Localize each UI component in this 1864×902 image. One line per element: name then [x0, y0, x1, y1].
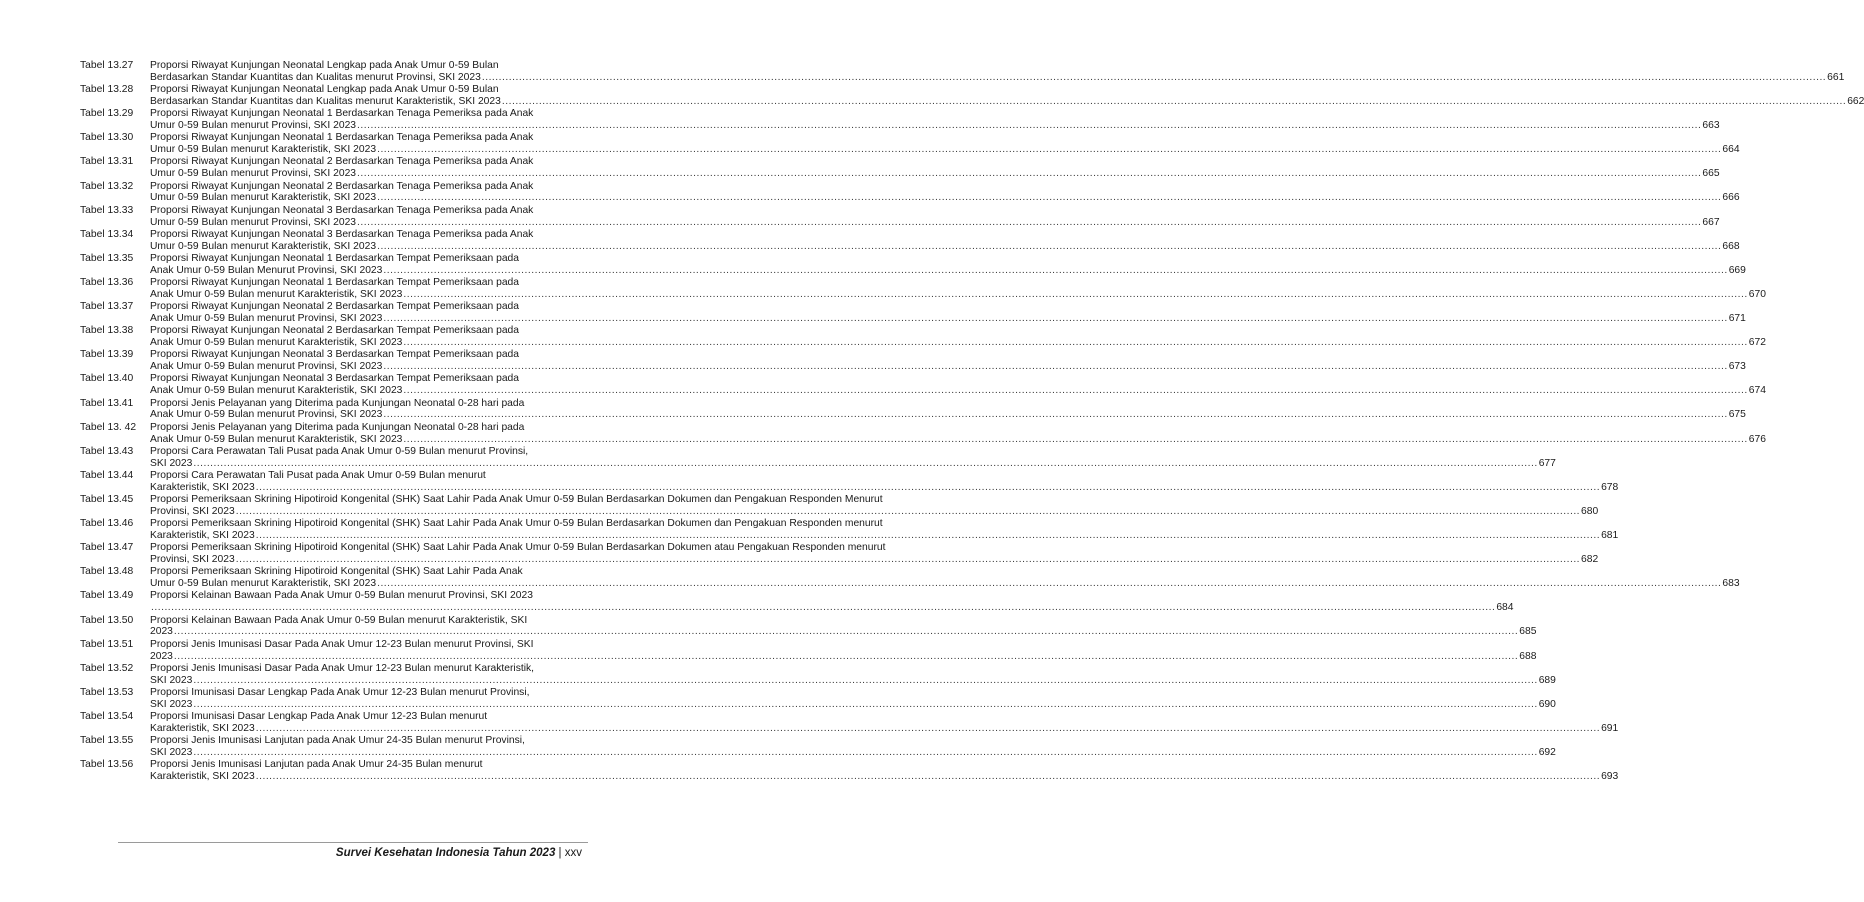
table-title: Proporsi Jenis Imunisasi Lanjutan pada Anak Umur 24-35 Bulan menurut — [150, 759, 483, 771]
toc-entry[interactable] — [80, 542, 1599, 566]
table-title: Proporsi Jenis Imunisasi Dasar Pada Anak Umur 12-23 Bulan menurut Karakteristik, — [150, 662, 535, 674]
table-title: Proporsi Pemeriksaan Skrining Hipotiroid Kongenital (SHK) Saat Lahir Pada Anak Umur 0-59 Bulan Berdasarkan Dokumen atau Pengakuan Responden menurut — [150, 542, 886, 554]
page-number: 683 — [1722, 578, 1740, 590]
table-title-continuation: Anak Umur 0-59 Bulan menurut Karakteristik, SKI 2023 — [150, 385, 403, 397]
toc-entry[interactable] — [80, 60, 1845, 84]
page-number: 664 — [1722, 144, 1740, 156]
table-title-continuation: Provinsi, SKI 2023 — [150, 554, 235, 566]
toc-entry[interactable] — [80, 373, 1766, 397]
page-number: 682 — [1581, 554, 1599, 566]
toc-entry[interactable] — [80, 325, 1766, 349]
table-title-continuation: 2023 — [150, 650, 173, 662]
toc-entry[interactable] — [80, 204, 1720, 229]
table-title-continuation: Berdasarkan Standar Kuantitas dan Kualitas menurut Karakteristik, SKI 2023 — [150, 96, 501, 108]
dot-leader: ................................................................................................................................................................................................................................................................................................................................................................................................................ — [377, 578, 1722, 590]
table-number: Tabel 13.53 — [80, 686, 134, 698]
toc-entry[interactable] — [80, 276, 1766, 301]
table-number: Tabel 13.41 — [80, 397, 134, 409]
table-title-continuation: Anak Umur 0-59 Bulan Menurut Provinsi, SKI 2023 — [150, 264, 383, 276]
table-number: Tabel 13.31 — [80, 156, 134, 168]
dot-leader: ................................................................................................................................................................................................................................................................................................................................................................................................................ — [377, 240, 1722, 252]
table-title: Proporsi Jenis Imunisasi Lanjutan pada Anak Umur 24-35 Bulan menurut Provinsi, — [150, 735, 525, 747]
toc-entry[interactable] — [80, 469, 1619, 494]
dot-leader: ................................................................................................................................................................................................................................................................................................................................................................................................................ — [383, 409, 1728, 421]
dot-leader: ................................................................................................................................................................................................................................................................................................................................................................................................................ — [255, 771, 1601, 783]
toc-entry[interactable] — [80, 252, 1746, 277]
table-title: Proporsi Pemeriksaan Skrining Hipotiroid Kongenital (SHK) Saat Lahir Pada Anak Umur 0-59 Bulan Berdasarkan Dokumen dan Pengakuan Responden menurut — [150, 518, 883, 530]
table-title: Proporsi Riwayat Kunjungan Neonatal 3 Berdasarkan Tenaga Pemeriksa pada Anak — [150, 204, 534, 216]
toc-entry[interactable] — [80, 349, 1746, 373]
footer-divider — [118, 842, 588, 843]
toc-entry[interactable] — [80, 590, 1514, 614]
page-number: 680 — [1581, 505, 1599, 517]
toc-entry[interactable] — [80, 156, 1720, 180]
dot-leader: ................................................................................................................................................................................................................................................................................................................................................................................................................ — [403, 337, 1748, 349]
dot-leader: ................................................................................................................................................................................................................................................................................................................................................................................................................ — [403, 385, 1748, 397]
page-number: 688 — [1519, 650, 1537, 662]
table-title: Proporsi Riwayat Kunjungan Neonatal 2 Berdasarkan Tenaga Pemeriksa pada Anak — [150, 180, 534, 192]
dot-leader: ................................................................................................................................................................................................................................................................................................................................................................................................................ — [357, 120, 1702, 132]
table-number: Tabel 13.44 — [80, 469, 134, 481]
table-title-continuation: Anak Umur 0-59 Bulan menurut Provinsi, SKI 2023 — [150, 313, 383, 324]
table-number: Tabel 13.51 — [80, 638, 134, 650]
footer-separator: | — [555, 847, 565, 859]
table-title: Proporsi Riwayat Kunjungan Neonatal 1 Berdasarkan Tenaga Pemeriksa pada Anak — [150, 132, 534, 144]
dot-leader: ................................................................................................................................................................................................................................................................................................................................................................................................................ — [193, 457, 1538, 469]
table-number: Tabel 13.55 — [80, 735, 134, 747]
page-number: 675 — [1728, 409, 1746, 421]
table-number: Tabel 13.37 — [80, 301, 134, 313]
table-title-continuation: Karakteristik, SKI 2023 — [150, 481, 255, 493]
table-title-continuation: Anak Umur 0-59 Bulan menurut Karakteristik, SKI 2023 — [150, 288, 403, 300]
table-title: Proporsi Imunisasi Dasar Lengkap Pada Anak Umur 12-23 Bulan menurut Provinsi, — [150, 686, 530, 698]
table-title-continuation: 2023 — [150, 626, 173, 638]
dot-leader: ................................................................................................................................................................................................................................................................................................................................................................................................................ — [383, 361, 1728, 373]
page-number: 674 — [1748, 385, 1766, 397]
table-number: Tabel 13.32 — [80, 180, 134, 192]
page-number: 689 — [1538, 674, 1556, 686]
page-number: 663 — [1702, 120, 1720, 132]
dot-leader: ................................................................................................................................................................................................................................................................................................................................................................................................................ — [235, 554, 1581, 566]
page-number: 678 — [1601, 481, 1619, 493]
table-number: Tabel 13.39 — [80, 349, 134, 361]
toc-entry[interactable] — [80, 759, 1619, 783]
table-title-continuation: Karakteristik, SKI 2023 — [150, 771, 255, 783]
table-title-continuation: Umur 0-59 Bulan menurut Provinsi, SKI 2023 — [150, 120, 357, 132]
footer-page-number: xxv — [564, 847, 582, 859]
table-number: Tabel 13.27 — [80, 60, 134, 71]
dot-leader: ................................................................................................................................................................................................................................................................................................................................................................................................................ — [193, 698, 1538, 710]
table-title-continuation: Umur 0-59 Bulan menurut Provinsi, SKI 2023 — [150, 168, 357, 180]
toc-entry[interactable] — [80, 710, 1619, 735]
table-title: Proporsi Jenis Pelayanan yang Diterima pada Kunjungan Neonatal 0-28 hari pada — [150, 397, 525, 409]
table-title: Proporsi Riwayat Kunjungan Neonatal 3 Berdasarkan Tempat Pemeriksaan pada — [150, 373, 519, 385]
table-title-continuation: SKI 2023 — [150, 457, 193, 469]
page-number: 662 — [1847, 96, 1864, 108]
table-number: Tabel 13.34 — [80, 228, 134, 240]
toc-entry[interactable] — [80, 180, 1740, 205]
toc-entry[interactable] — [80, 614, 1537, 639]
table-number: Tabel 13.28 — [80, 84, 134, 96]
dot-leader: ................................................................................................................................................................................................................................................................................................................................................................................................................ — [193, 746, 1538, 758]
dot-leader: ................................................................................................................................................................................................................................................................................................................................................................................................................ — [383, 264, 1728, 276]
toc-entry[interactable] — [80, 566, 1740, 590]
table-number: Tabel 13.54 — [80, 710, 134, 722]
page-number: 692 — [1538, 746, 1556, 758]
table-title: Proporsi Pemeriksaan Skrining Hipotiroid Kongenital (SHK) Saat Lahir Pada Anak — [150, 566, 523, 578]
page-number: 672 — [1748, 337, 1766, 349]
page-footer — [336, 847, 582, 859]
page-number: 667 — [1702, 216, 1720, 228]
table-number: Tabel 13.46 — [80, 518, 134, 530]
table-number: Tabel 13.36 — [80, 276, 134, 288]
table-title-continuation: Umur 0-59 Bulan menurut Karakteristik, SKI 2023 — [150, 240, 377, 252]
toc-entry[interactable] — [80, 228, 1740, 253]
toc-entry[interactable] — [80, 397, 1746, 422]
page-number: 665 — [1702, 168, 1720, 180]
table-title-continuation: Anak Umur 0-59 Bulan menurut Karakteristik, SKI 2023 — [150, 433, 403, 445]
table-title: Proporsi Riwayat Kunjungan Neonatal Lengkap pada Anak Umur 0-59 Bulan — [150, 60, 499, 71]
toc-entry[interactable] — [80, 445, 1556, 470]
table-title: Proporsi Riwayat Kunjungan Neonatal 1 Berdasarkan Tempat Pemeriksaan pada — [150, 252, 519, 264]
toc-entry[interactable] — [80, 84, 1864, 108]
dot-leader: ................................................................................................................................................................................................................................................................................................................................................................................................................ — [357, 216, 1702, 228]
page-number: 690 — [1538, 698, 1556, 710]
table-title: Proporsi Riwayat Kunjungan Neonatal 1 Berdasarkan Tenaga Pemeriksa pada Anak — [150, 108, 534, 120]
table-title-continuation: Provinsi, SKI 2023 — [150, 505, 235, 517]
page-number: 684 — [1496, 602, 1514, 614]
table-title: Proporsi Riwayat Kunjungan Neonatal Lengkap pada Anak Umur 0-59 Bulan — [150, 84, 499, 96]
page-number: 676 — [1748, 433, 1766, 445]
toc-entry[interactable] — [80, 638, 1537, 663]
table-number: Tabel 13.43 — [80, 445, 134, 457]
table-title: Proporsi Riwayat Kunjungan Neonatal 3 Berdasarkan Tenaga Pemeriksa pada Anak — [150, 228, 534, 240]
table-title-continuation: Anak Umur 0-59 Bulan menurut Provinsi, SKI 2023 — [150, 409, 383, 421]
toc-entry[interactable] — [80, 108, 1720, 132]
dot-leader: ................................................................................................................................................................................................................................................................................................................................................................................................................ — [255, 722, 1601, 734]
table-title-continuation: SKI 2023 — [150, 698, 193, 710]
table-title-continuation: Berdasarkan Standar Kuantitas dan Kualitas menurut Provinsi, SKI 2023 — [150, 71, 481, 83]
dot-leader: ................................................................................................................................................................................................................................................................................................................................................................................................................ — [501, 96, 1847, 108]
table-title: Proporsi Pemeriksaan Skrining Hipotiroid Kongenital (SHK) Saat Lahir Pada Anak Umur 0-59 Bulan Berdasarkan Dokumen dan Pengakuan Responden Menurut — [150, 493, 883, 505]
table-of-contents — [80, 60, 1864, 783]
table-title-continuation: Anak Umur 0-59 Bulan menurut Karakteristik, SKI 2023 — [150, 337, 403, 349]
table-title: Proporsi Riwayat Kunjungan Neonatal 3 Berdasarkan Tempat Pemeriksaan pada — [150, 349, 519, 361]
page-number: 693 — [1601, 771, 1619, 783]
table-number: Tabel 13.48 — [80, 566, 134, 578]
table-title: Proporsi Jenis Pelayanan yang Diterima pada Kunjungan Neonatal 0-28 hari pada — [150, 421, 525, 433]
table-title: Proporsi Cara Perawatan Tali Pusat pada Anak Umur 0-59 Bulan menurut Provinsi, — [150, 445, 529, 457]
table-title: Proporsi Riwayat Kunjungan Neonatal 2 Berdasarkan Tempat Pemeriksaan pada — [150, 325, 519, 337]
dot-leader: ................................................................................................................................................................................................................................................................................................................................................................................................................ — [481, 71, 1827, 83]
table-number: Tabel 13. 42 — [80, 421, 137, 433]
footer-title: Survei Kesehatan Indonesia Tahun 2023 — [335, 847, 556, 859]
table-title-continuation: SKI 2023 — [150, 674, 193, 686]
page-number: 671 — [1728, 313, 1746, 324]
toc-entry[interactable] — [80, 421, 1766, 446]
dot-leader: ................................................................................................................................................................................................................................................................................................................................................................................................................ — [255, 481, 1601, 493]
dot-leader: ................................................................................................................................................................................................................................................................................................................................................................................................................ — [403, 433, 1748, 445]
table-number: Tabel 13.38 — [80, 325, 134, 337]
table-title-continuation: Anak Umur 0-59 Bulan menurut Provinsi, SKI 2023 — [150, 361, 383, 373]
page-number: 661 — [1827, 71, 1845, 83]
table-title-continuation: Umur 0-59 Bulan menurut Karakteristik, SKI 2023 — [150, 192, 377, 204]
page-number: 666 — [1722, 192, 1740, 204]
toc-entry[interactable] — [80, 735, 1556, 759]
table-number: Tabel 13.33 — [80, 204, 134, 216]
table-title-continuation: Umur 0-59 Bulan menurut Karakteristik, SKI 2023 — [150, 144, 377, 156]
dot-leader: ................................................................................................................................................................................................................................................................................................................................................................................................................ — [255, 529, 1601, 541]
dot-leader: ................................................................................................................................................................................................................................................................................................................................................................................................................ — [173, 650, 1519, 662]
table-title-continuation: Karakteristik, SKI 2023 — [150, 722, 255, 734]
table-title-continuation: Karakteristik, SKI 2023 — [150, 529, 255, 541]
table-title: Proporsi Imunisasi Dasar Lengkap Pada Anak Umur 12-23 Bulan menurut — [150, 710, 488, 722]
table-title-continuation: SKI 2023 — [150, 746, 193, 758]
page-number: 668 — [1722, 240, 1740, 252]
table-number: Tabel 13.56 — [80, 759, 134, 771]
table-title: Proporsi Riwayat Kunjungan Neonatal 2 Berdasarkan Tenaga Pemeriksa pada Anak — [150, 156, 534, 168]
toc-entry[interactable] — [80, 518, 1619, 542]
toc-entry[interactable] — [80, 132, 1740, 156]
dot-leader: ................................................................................................................................................................................................................................................................................................................................................................................................................ — [377, 144, 1722, 156]
toc-entry[interactable] — [80, 493, 1599, 518]
toc-entry[interactable] — [80, 301, 1746, 325]
dot-leader: ................................................................................................................................................................................................................................................................................................................................................................................................................ — [357, 168, 1702, 180]
page-number: 677 — [1538, 457, 1556, 469]
table-title: Proporsi Riwayat Kunjungan Neonatal 1 Berdasarkan Tempat Pemeriksaan pada — [150, 276, 519, 288]
table-number: Tabel 13.50 — [80, 614, 134, 626]
table-title-continuation: Umur 0-59 Bulan menurut Provinsi, SKI 2023 — [150, 216, 357, 228]
table-number: Tabel 13.30 — [80, 132, 134, 144]
page-number: 669 — [1728, 264, 1746, 276]
dot-leader: ................................................................................................................................................................................................................................................................................................................................................................................................................ — [383, 313, 1728, 324]
table-title: Proporsi Jenis Imunisasi Dasar Pada Anak Umur 12-23 Bulan menurut Provinsi, SKI — [150, 638, 534, 650]
dot-leader: ................................................................................................................................................................................................................................................................................................................................................................................................................ — [377, 192, 1722, 204]
table-title: Proporsi Kelainan Bawaan Pada Anak Umur 0-59 Bulan menurut Karakteristik, SKI — [150, 614, 528, 626]
toc-entry[interactable] — [80, 662, 1556, 687]
dot-leader: ................................................................................................................................................................................................................................................................................................................................................................................................................ — [173, 626, 1519, 638]
table-number: Tabel 13.45 — [80, 493, 134, 505]
page-number: 673 — [1728, 361, 1746, 373]
dot-leader: ................................................................................................................................................................................................................................................................................................................................................................................................................ — [151, 602, 1496, 614]
table-title: Proporsi Riwayat Kunjungan Neonatal 2 Berdasarkan Tempat Pemeriksaan pada — [150, 301, 519, 313]
table-number: Tabel 13.40 — [80, 373, 134, 385]
table-number: Tabel 13.29 — [80, 108, 134, 120]
table-number: Tabel 13.47 — [80, 542, 134, 554]
table-title: Proporsi Cara Perawatan Tali Pusat pada Anak Umur 0-59 Bulan menurut — [150, 469, 486, 481]
page-number: 670 — [1748, 288, 1766, 300]
dot-leader: ................................................................................................................................................................................................................................................................................................................................................................................................................ — [193, 674, 1538, 686]
page-number: 681 — [1601, 529, 1619, 541]
page-number: 685 — [1519, 626, 1537, 638]
table-number: Tabel 13.35 — [80, 252, 134, 264]
table-number: Tabel 13.49 — [80, 590, 134, 602]
toc-entry[interactable] — [80, 686, 1556, 711]
table-title-continuation: Umur 0-59 Bulan menurut Karakteristik, SKI 2023 — [150, 578, 377, 590]
page-number: 691 — [1601, 722, 1619, 734]
table-title: Proporsi Kelainan Bawaan Pada Anak Umur 0-59 Bulan menurut Provinsi, SKI 2023 — [150, 590, 533, 602]
table-number: Tabel 13.52 — [80, 662, 134, 674]
dot-leader: ................................................................................................................................................................................................................................................................................................................................................................................................................ — [403, 288, 1748, 300]
dot-leader: ................................................................................................................................................................................................................................................................................................................................................................................................................ — [235, 505, 1581, 517]
